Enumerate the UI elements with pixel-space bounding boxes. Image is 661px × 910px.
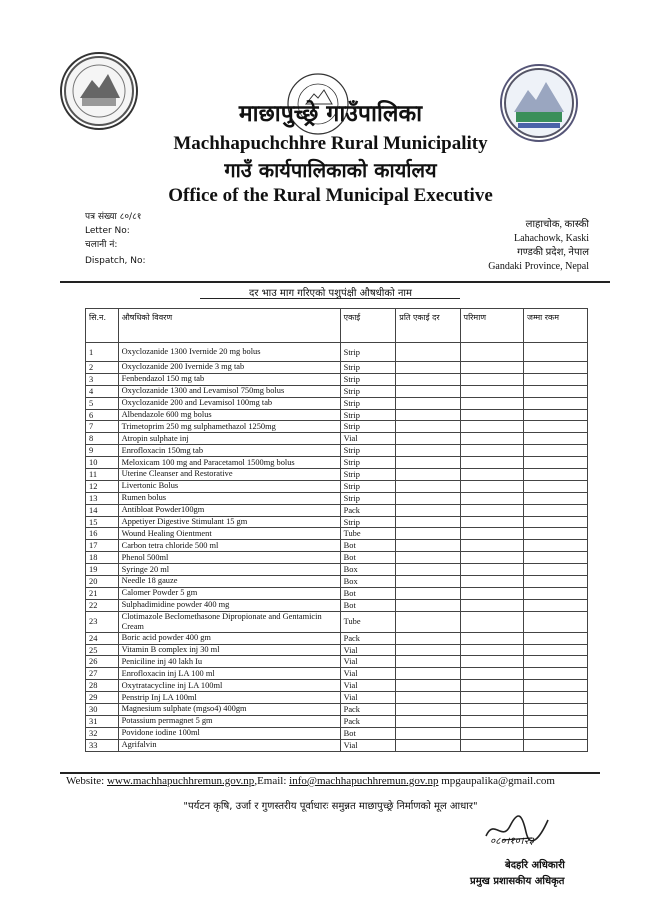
municipality-name-en: Machhapuchchhre Rural Municipality (173, 133, 488, 154)
office-name-en: Office of the Rural Municipal Executive (168, 185, 493, 206)
row-rate (396, 680, 460, 692)
row-rate (396, 492, 460, 504)
row-total (524, 433, 588, 445)
row-unit: Strip (340, 469, 396, 481)
row-total (524, 632, 588, 644)
email-label: ,Email: (254, 775, 290, 787)
email-link-2[interactable]: mpgaupalika@gmail.com (438, 775, 555, 787)
row-total (524, 564, 588, 576)
header-divider (60, 281, 610, 283)
row-quantity (460, 409, 524, 421)
row-quantity (460, 445, 524, 457)
row-sn: 17 (86, 540, 119, 552)
row-unit: Vial (340, 644, 396, 656)
row-sn: 10 (86, 457, 119, 469)
row-sn: 8 (86, 433, 119, 445)
row-description: Povidone iodine 100ml (118, 727, 340, 739)
row-total (524, 576, 588, 588)
row-sn: 11 (86, 469, 119, 481)
website-label: Website: (66, 775, 107, 787)
row-sn: 30 (86, 704, 119, 716)
municipality-name-np: माछापुच्छ्रे गाउँपालिका (238, 101, 423, 127)
row-sn: 15 (86, 516, 119, 528)
row-sn: 21 (86, 587, 119, 599)
row-rate (396, 445, 460, 457)
row-quantity (460, 599, 524, 611)
row-unit: Bot (340, 599, 396, 611)
row-sn: 31 (86, 715, 119, 727)
col-header-total: जम्मा रकम (524, 309, 588, 343)
row-quantity (460, 516, 524, 528)
row-total (524, 552, 588, 564)
row-rate (396, 552, 460, 564)
row-description: Peniciline inj 40 lakh Iu (118, 656, 340, 668)
table-row (86, 704, 588, 716)
row-rate (396, 433, 460, 445)
table-row (86, 457, 588, 469)
table-row (86, 540, 588, 552)
row-rate (396, 385, 460, 397)
row-sn: 32 (86, 727, 119, 739)
row-rate (396, 457, 460, 469)
row-sn: 20 (86, 576, 119, 588)
row-quantity (460, 704, 524, 716)
office-name-np: गाउँ कार्यपालिकाको कार्यालय (224, 158, 437, 182)
row-unit: Tube (340, 611, 396, 632)
row-description: Needle 18 gauze (118, 576, 340, 588)
row-unit: Strip (340, 480, 396, 492)
table-row (86, 644, 588, 656)
row-total (524, 680, 588, 692)
row-total (524, 644, 588, 656)
row-sn: 22 (86, 599, 119, 611)
table-row (86, 373, 588, 385)
row-description: Wound Healing Oientment (118, 528, 340, 540)
signatory-title: प्रमुख प्रशासकीय अधिकृत (470, 876, 565, 887)
row-description: Trimetoprim 250 mg sulphamethazol 1250mg (118, 421, 340, 433)
row-quantity (460, 540, 524, 552)
row-sn: 26 (86, 656, 119, 668)
row-description: Vitamin B complex inj 30 ml (118, 644, 340, 656)
row-rate (396, 715, 460, 727)
row-total (524, 656, 588, 668)
row-sn: 24 (86, 632, 119, 644)
table-row (86, 576, 588, 588)
table-row (86, 445, 588, 457)
row-unit: Strip (340, 362, 396, 374)
row-sn: 7 (86, 421, 119, 433)
row-description: Sulphadimidine powder 400 mg (118, 599, 340, 611)
table-row (86, 492, 588, 504)
row-description: Oxyclozanide 1300 and Levamisol 750mg bolus (118, 385, 340, 397)
row-quantity (460, 504, 524, 516)
row-rate (396, 656, 460, 668)
row-rate (396, 587, 460, 599)
row-unit: Vial (340, 739, 396, 751)
row-rate (396, 739, 460, 751)
row-description: Oxyclozanide 1300 Ivernide 20 mg bolus (118, 343, 340, 362)
row-total (524, 668, 588, 680)
row-rate (396, 611, 460, 632)
row-total (524, 343, 588, 362)
row-rate (396, 668, 460, 680)
row-unit: Strip (340, 343, 396, 362)
row-quantity (460, 576, 524, 588)
table-row (86, 599, 588, 611)
row-rate (396, 362, 460, 374)
footer-divider (60, 772, 600, 774)
row-unit: Vial (340, 680, 396, 692)
row-total (524, 373, 588, 385)
table-row (86, 552, 588, 564)
row-rate (396, 343, 460, 362)
row-quantity (460, 564, 524, 576)
row-total (524, 739, 588, 751)
row-quantity (460, 397, 524, 409)
row-rate (396, 373, 460, 385)
website-link[interactable]: www.machhapuchhremun.gov.np (106, 775, 255, 787)
row-description: Albendazole 600 mg bolus (118, 409, 340, 421)
col-header-quantity: परिमाण (460, 309, 524, 343)
row-unit: Strip (340, 373, 396, 385)
letter-meta (85, 210, 146, 268)
address-line-3: गण्डकी प्रदेश, नेपाल (517, 247, 589, 258)
row-quantity (460, 739, 524, 751)
row-rate (396, 409, 460, 421)
row-quantity (460, 727, 524, 739)
row-description: Oxytratacycline inj LA 100ml (118, 680, 340, 692)
row-rate (396, 504, 460, 516)
row-description: Oxyclozanide 200 Ivernide 3 mg tab (118, 362, 340, 374)
medicine-table (85, 308, 588, 752)
email-link[interactable]: info@machhapuchhremun.gov.np (289, 775, 439, 787)
row-total (524, 587, 588, 599)
row-quantity (460, 492, 524, 504)
row-sn: 33 (86, 739, 119, 751)
row-quantity (460, 362, 524, 374)
row-description: Fenbendazol 150 mg tab (118, 373, 340, 385)
table-row (86, 469, 588, 481)
row-unit: Strip (340, 516, 396, 528)
row-total (524, 727, 588, 739)
row-sn: 1 (86, 343, 119, 362)
row-sn: 16 (86, 528, 119, 540)
row-rate (396, 692, 460, 704)
address-line-4: Gandaki Province, Nepal (488, 261, 589, 272)
table-row (86, 528, 588, 540)
row-total (524, 599, 588, 611)
row-quantity (460, 552, 524, 564)
row-total (524, 480, 588, 492)
row-sn: 28 (86, 680, 119, 692)
row-description: Syringe 20 ml (118, 564, 340, 576)
letter-no-en: Letter No: (85, 226, 130, 236)
row-rate (396, 576, 460, 588)
table-row (86, 516, 588, 528)
table-row (86, 692, 588, 704)
table-row (86, 385, 588, 397)
row-unit: Bot (340, 727, 396, 739)
table-row (86, 343, 588, 362)
row-total (524, 409, 588, 421)
row-total (524, 397, 588, 409)
row-unit: Box (340, 576, 396, 588)
row-total (524, 540, 588, 552)
row-total (524, 492, 588, 504)
dispatch-en: Dispatch, No: (85, 256, 146, 266)
row-description: Atropin sulphate inj (118, 433, 340, 445)
row-rate (396, 704, 460, 716)
row-unit: Strip (340, 492, 396, 504)
row-quantity (460, 528, 524, 540)
table-row (86, 739, 588, 751)
row-rate (396, 421, 460, 433)
row-quantity (460, 632, 524, 644)
row-unit: Bot (340, 587, 396, 599)
letter-no-np: पत्र संख्या ८०/८१ (85, 212, 142, 222)
row-sn: 25 (86, 644, 119, 656)
row-description: Agrifalvin (118, 739, 340, 751)
col-header-unit: एकाई (340, 309, 396, 343)
table-row (86, 611, 588, 632)
row-quantity (460, 680, 524, 692)
row-rate (396, 644, 460, 656)
row-sn: 27 (86, 668, 119, 680)
row-description: Antibloat Powder100gm (118, 504, 340, 516)
row-description: Oxyclozanide 200 and Levamisol 100mg tab (118, 397, 340, 409)
table-row (86, 656, 588, 668)
table-title-underline (200, 298, 460, 299)
signature-date: ०८०।१०।२३ (490, 836, 534, 847)
row-quantity (460, 480, 524, 492)
row-sn: 4 (86, 385, 119, 397)
footer-contact (66, 775, 555, 787)
table-title: दर भाउ माग गरिएको पशुपंक्षी औषधीको नाम (249, 288, 412, 299)
row-total (524, 362, 588, 374)
row-unit: Tube (340, 528, 396, 540)
row-quantity (460, 469, 524, 481)
address-line-2: Lahachowk, Kaski (514, 233, 589, 244)
row-rate (396, 632, 460, 644)
row-sn: 29 (86, 692, 119, 704)
row-rate (396, 564, 460, 576)
row-total (524, 421, 588, 433)
row-unit: Pack (340, 715, 396, 727)
table-row (86, 680, 588, 692)
row-unit: Strip (340, 421, 396, 433)
row-description: Enrofloxacin inj LA 100 ml (118, 668, 340, 680)
table-row (86, 715, 588, 727)
row-rate (396, 469, 460, 481)
row-quantity (460, 433, 524, 445)
row-sn: 6 (86, 409, 119, 421)
row-sn: 13 (86, 492, 119, 504)
row-quantity (460, 457, 524, 469)
row-quantity (460, 421, 524, 433)
signatory-name: बेदहरि अधिकारी (505, 860, 565, 871)
row-unit: Box (340, 564, 396, 576)
row-total (524, 692, 588, 704)
table-row (86, 480, 588, 492)
row-description: Magnesium sulphate (mgso4) 400gm (118, 704, 340, 716)
row-unit: Vial (340, 668, 396, 680)
address-line-1: लाहाचोक, कास्की (525, 219, 589, 230)
table-row (86, 587, 588, 599)
col-header-description: औषधिको विवरण (118, 309, 340, 343)
row-quantity (460, 715, 524, 727)
row-quantity (460, 644, 524, 656)
row-unit: Pack (340, 704, 396, 716)
row-description: Penstrip Inj LA 100ml (118, 692, 340, 704)
motto: "पर्यटन कृषि, उर्जा र गुणस्तरीय पूर्वाधारः समुन्नत माछापुच्छ्रे निर्माणको मूल आधार" (183, 801, 478, 812)
table-row (86, 668, 588, 680)
table-header-row (86, 309, 588, 343)
row-description: Potassium permagnet 5 gm (118, 715, 340, 727)
row-unit: Vial (340, 656, 396, 668)
row-quantity (460, 587, 524, 599)
table-row (86, 362, 588, 374)
row-sn: 12 (86, 480, 119, 492)
row-sn: 23 (86, 611, 119, 632)
row-total (524, 516, 588, 528)
row-quantity (460, 385, 524, 397)
row-quantity (460, 656, 524, 668)
table-row (86, 433, 588, 445)
row-total (524, 469, 588, 481)
col-header-rate: प्रति एकाई दर (396, 309, 460, 343)
row-description: Livertonic Bolus (118, 480, 340, 492)
office-address (488, 218, 589, 274)
row-unit: Strip (340, 385, 396, 397)
table-row (86, 727, 588, 739)
row-total (524, 611, 588, 632)
row-rate (396, 480, 460, 492)
row-rate (396, 397, 460, 409)
row-unit: Bot (340, 540, 396, 552)
row-rate (396, 516, 460, 528)
row-description: Rumen bolus (118, 492, 340, 504)
row-unit: Vial (340, 433, 396, 445)
row-unit: Strip (340, 445, 396, 457)
row-quantity (460, 373, 524, 385)
row-total (524, 504, 588, 516)
row-sn: 3 (86, 373, 119, 385)
row-description: Uterine Cleanser and Restorative (118, 469, 340, 481)
row-sn: 19 (86, 564, 119, 576)
table-row (86, 564, 588, 576)
row-unit: Bot (340, 552, 396, 564)
table-row (86, 421, 588, 433)
row-description: Phenol 500ml (118, 552, 340, 564)
col-header-sn: सि.न. (86, 309, 119, 343)
row-sn: 5 (86, 397, 119, 409)
row-sn: 14 (86, 504, 119, 516)
row-description: Enrofloxacin 150mg tab (118, 445, 340, 457)
row-quantity (460, 668, 524, 680)
row-rate (396, 727, 460, 739)
row-unit: Strip (340, 409, 396, 421)
table-row (86, 504, 588, 516)
table-row (86, 632, 588, 644)
row-rate (396, 599, 460, 611)
row-description: Carbon tetra chloride 500 ml (118, 540, 340, 552)
row-total (524, 704, 588, 716)
row-description: Calomer Powder 5 gm (118, 587, 340, 599)
row-quantity (460, 692, 524, 704)
row-total (524, 528, 588, 540)
row-total (524, 385, 588, 397)
row-sn: 18 (86, 552, 119, 564)
table-row (86, 409, 588, 421)
row-description: Meloxicam 100 mg and Paracetamol 1500mg bolus (118, 457, 340, 469)
row-total (524, 445, 588, 457)
row-description: Appetiyer Digestive Stimulant 15 gm (118, 516, 340, 528)
row-sn: 2 (86, 362, 119, 374)
row-unit: Vial (340, 692, 396, 704)
row-unit: Strip (340, 397, 396, 409)
row-unit: Pack (340, 504, 396, 516)
row-total (524, 715, 588, 727)
row-quantity (460, 343, 524, 362)
row-sn: 9 (86, 445, 119, 457)
row-description: Boric acid powder 400 gm (118, 632, 340, 644)
row-description: Clotimazole Beclomethasone Dipropionate and Gentamicin Cream (118, 611, 340, 632)
dispatch-np: चलानी नं: (85, 240, 118, 250)
row-quantity (460, 611, 524, 632)
row-total (524, 457, 588, 469)
row-rate (396, 540, 460, 552)
row-unit: Pack (340, 632, 396, 644)
row-unit: Strip (340, 457, 396, 469)
table-row (86, 397, 588, 409)
row-rate (396, 528, 460, 540)
